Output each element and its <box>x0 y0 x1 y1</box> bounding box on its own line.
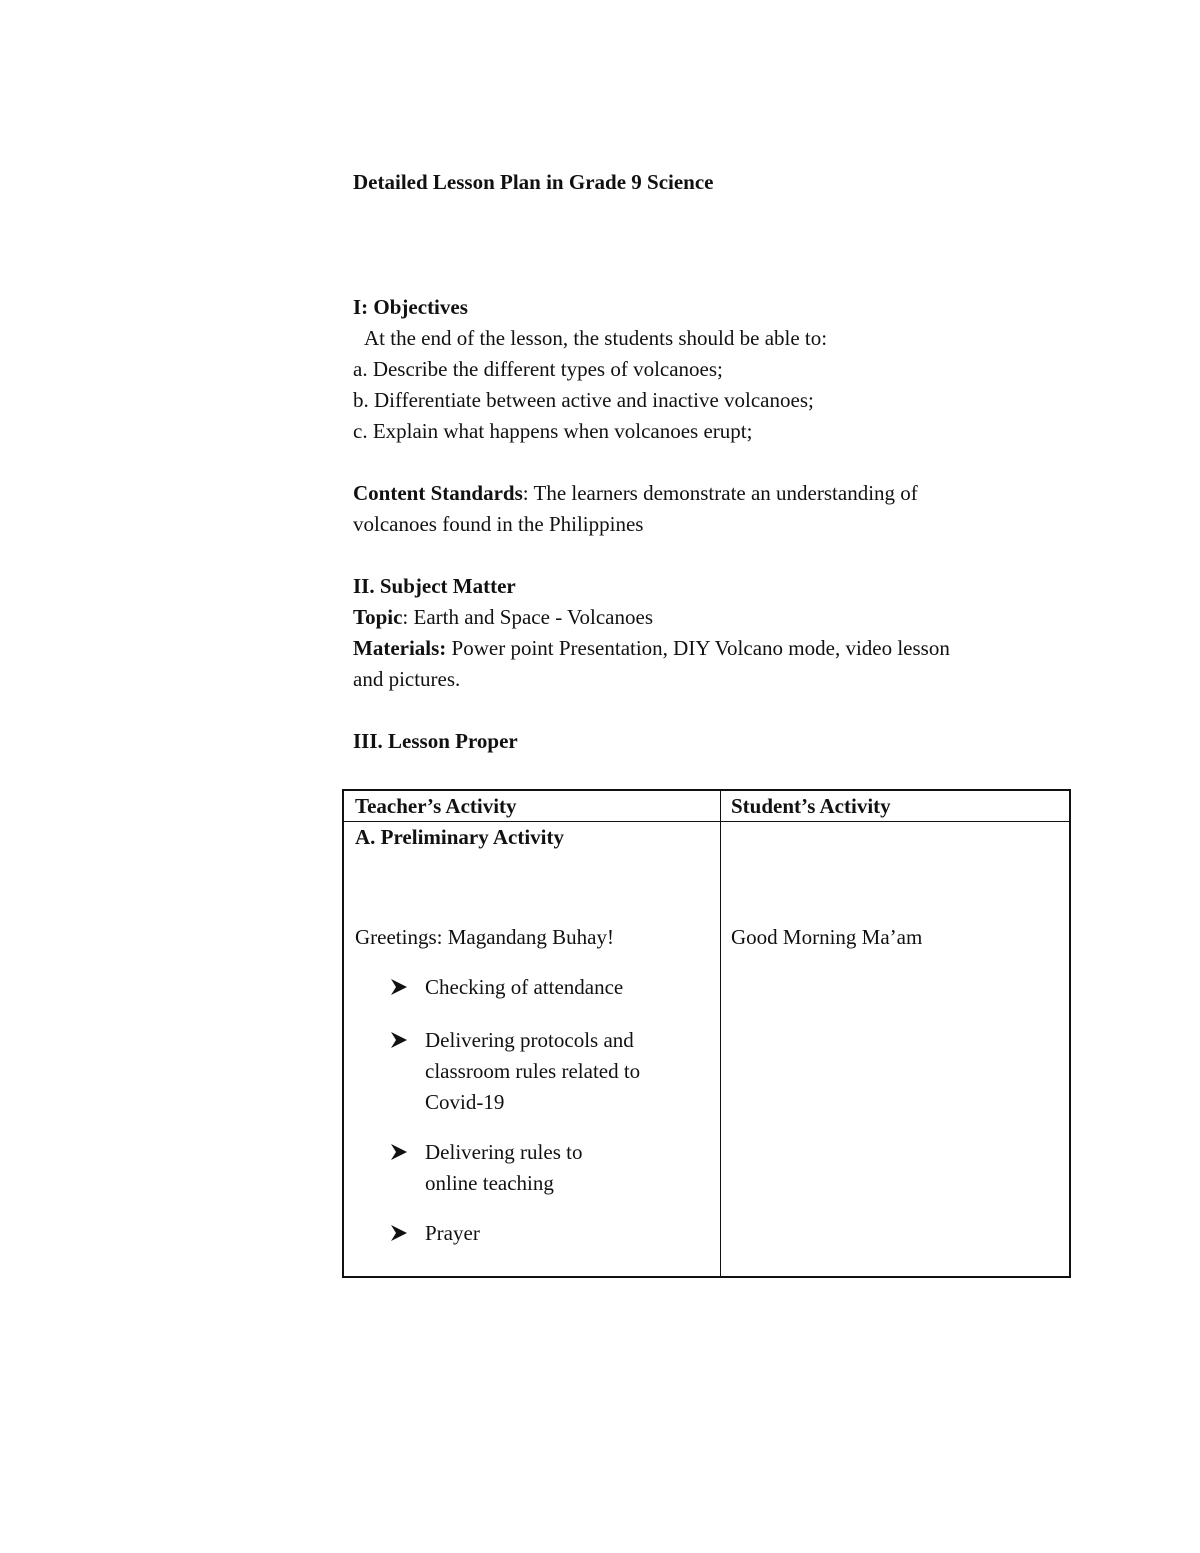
objectives-heading: I: Objectives <box>353 295 468 319</box>
bullet-item-continuation: Covid-19 <box>425 1090 505 1114</box>
topic-text: : Earth and Space - Volcanoes <box>402 605 653 629</box>
materials-text-line1: Power point Presentation, DIY Volcano mode, video lesson <box>446 636 950 660</box>
arrowhead-bullet-icon <box>390 1224 408 1242</box>
objective-item-a: a. Describe the different types of volcanoes; <box>353 357 723 381</box>
bullet-item: Delivering protocols and <box>425 1028 634 1052</box>
table-border-right <box>1069 789 1071 1278</box>
arrowhead-bullet-icon <box>390 1143 408 1161</box>
bullet-item-continuation: classroom rules related to <box>425 1059 641 1083</box>
table-border-bottom <box>342 1276 1071 1278</box>
arrowhead-bullet-icon <box>390 1031 408 1049</box>
objective-item-b: b. Differentiate between active and inactive volcanoes; <box>353 388 814 412</box>
content-standards-text-line1: : The learners demonstrate an understanding of <box>522 481 918 505</box>
teacher-greeting: Greetings: Magandang Buhay! <box>355 925 614 949</box>
objective-item-c: c. Explain what happens when volcanoes erupt; <box>353 419 753 443</box>
materials-line <box>353 638 950 659</box>
topic-line <box>353 607 653 628</box>
materials-label: Materials: <box>353 636 447 660</box>
lesson-proper-heading: III. Lesson Proper <box>353 729 518 753</box>
table-border-left <box>342 789 344 1278</box>
bullet-item: Prayer <box>425 1221 480 1245</box>
preliminary-activity-label: A. Preliminary Activity <box>355 825 564 849</box>
bullet-item: Delivering rules to <box>425 1140 583 1164</box>
content-standards-paragraph <box>353 483 918 504</box>
materials-text-line2: and pictures. <box>353 667 461 691</box>
table-header-divider <box>342 821 1071 822</box>
student-reply: Good Morning Ma’am <box>731 925 923 949</box>
arrowhead-bullet-icon <box>390 978 408 996</box>
content-standards-label: Content Standards <box>353 481 523 505</box>
document-title: Detailed Lesson Plan in Grade 9 Science <box>353 170 714 194</box>
table-column-divider <box>720 789 721 1278</box>
content-standards-text-line2: volcanoes found in the Philippines <box>353 512 644 536</box>
bullet-item: Checking of attendance <box>425 975 624 999</box>
topic-label: Topic <box>353 605 403 629</box>
table-border-top <box>342 789 1071 791</box>
objectives-intro: At the end of the lesson, the students should be able to: <box>364 326 828 350</box>
table-header-teacher: Teacher’s Activity <box>355 794 517 818</box>
bullet-item-continuation: online teaching <box>425 1171 554 1195</box>
table-header-student: Student’s Activity <box>731 794 891 818</box>
subject-matter-heading: II. Subject Matter <box>353 574 516 598</box>
